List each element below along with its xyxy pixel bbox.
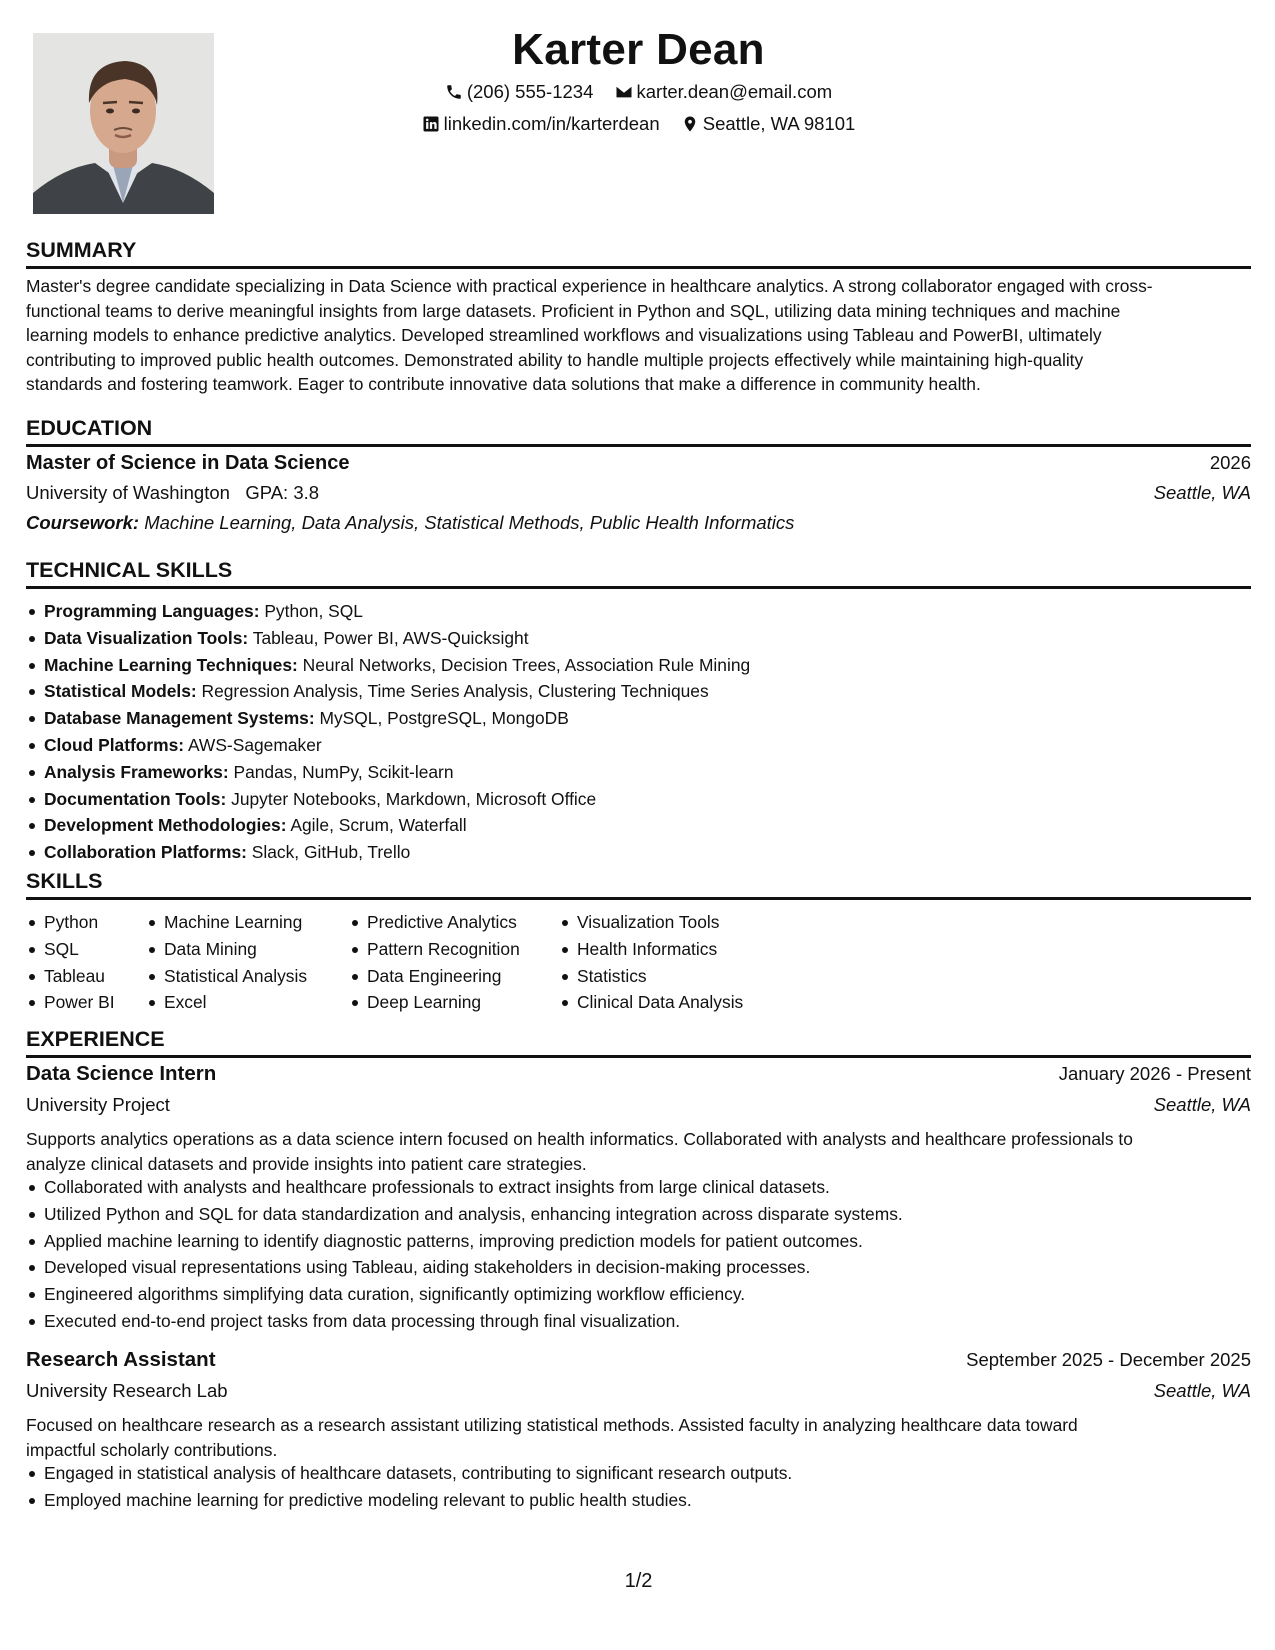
- job-header-row: [26, 1348, 1251, 1372]
- graduation-year: 2026: [1209, 452, 1251, 473]
- skill-category: Cloud Platforms:: [44, 734, 185, 755]
- skill-category: Statistical Models:: [44, 681, 197, 702]
- job-description: [26, 1413, 1251, 1462]
- list-item: [26, 705, 1251, 732]
- school-info: [26, 482, 319, 504]
- skills-column: [26, 909, 146, 1016]
- job-location: Seattle, WA: [1153, 1380, 1251, 1401]
- skill-values: Regression Analysis, Time Series Analysis, Clustering Techniques: [201, 681, 709, 702]
- technical-skills-heading: TECHNICAL SKILLS: [26, 556, 1251, 589]
- skill-category: Machine Learning Techniques:: [44, 654, 298, 675]
- list-item: Excel: [146, 989, 349, 1016]
- description-line: impactful scholarly contributions.: [26, 1439, 278, 1460]
- list-item: Executed end-to-end project tasks from data processing through final visualization.: [26, 1308, 1251, 1335]
- list-item: Predictive Analytics: [349, 909, 559, 936]
- list-item: Engaged in statistical analysis of healthcare datasets, contributing to significant research outputs.: [26, 1460, 1251, 1487]
- list-item: Developed visual representations using Tableau, aiding stakeholders in decision-making processes.: [26, 1254, 1251, 1281]
- list-item: Employed machine learning for predictive modeling relevant to public health studies.: [26, 1487, 1251, 1514]
- linkedin-contact: [422, 112, 660, 136]
- experience-heading: EXPERIENCE: [26, 1025, 1251, 1058]
- list-item: [26, 839, 1251, 866]
- skill-values: Jupyter Notebooks, Markdown, Microsoft Office: [231, 788, 597, 809]
- phone-icon: [445, 83, 463, 101]
- skill-values: Neural Networks, Decision Trees, Association Rule Mining: [302, 654, 751, 675]
- skills-column: [559, 909, 779, 1016]
- description-line: analyze clinical datasets and provide insights into patient care strategies.: [26, 1153, 587, 1174]
- education-school-row: [26, 482, 1251, 504]
- school-location: Seattle, WA: [1153, 482, 1251, 503]
- candidate-name: Karter Dean: [512, 25, 765, 74]
- coursework-row: [26, 512, 1251, 534]
- envelope-icon: [615, 83, 633, 101]
- job-organization: University Project: [26, 1094, 170, 1115]
- job-organization: University Research Lab: [26, 1380, 228, 1401]
- skill-values: MySQL, PostgreSQL, MongoDB: [319, 708, 569, 729]
- description-line: Supports analytics operations as a data science intern focused on health informatics. Collaborated with analysts and healthcare professionals to: [26, 1129, 1133, 1149]
- email-contact: [615, 80, 833, 104]
- job-bullets: [26, 1174, 1251, 1335]
- list-item: Clinical Data Analysis: [559, 989, 779, 1016]
- skills-column: [349, 909, 559, 1016]
- skill-category: Collaboration Platforms:: [44, 842, 247, 863]
- skill-category: Database Management Systems:: [44, 708, 315, 729]
- skills-heading: SKILLS: [26, 867, 1251, 900]
- skill-values: Slack, GitHub, Trello: [251, 842, 411, 863]
- location-text: Seattle, WA 98101: [702, 113, 856, 134]
- summary-text: [26, 274, 1251, 397]
- linkedin-icon: [422, 115, 440, 133]
- skill-category: Development Methodologies:: [44, 815, 287, 836]
- education-degree-row: [26, 452, 1251, 475]
- coursework-list: Machine Learning, Data Analysis, Statistical Methods, Public Health Informatics: [144, 512, 795, 533]
- map-pin-icon: [681, 115, 699, 133]
- list-item: Collaborated with analysts and healthcare professionals to extract insights from large clinical datasets.: [26, 1174, 1251, 1201]
- list-item: Engineered algorithms simplifying data curation, significantly optimizing workflow efficiency.: [26, 1281, 1251, 1308]
- list-item: Deep Learning: [349, 989, 559, 1016]
- skills-column: [146, 909, 349, 1016]
- summary-line: functional teams to derive meaningful insights from large datasets. Proficient in Python and SQL, utilizing data mining techniques and machine: [26, 300, 1121, 321]
- list-item: Statistics: [559, 963, 779, 990]
- page-number: 1/2: [624, 1570, 653, 1592]
- list-item: SQL: [26, 936, 146, 963]
- job-dates: January 2026 - Present: [1058, 1063, 1251, 1084]
- list-item: Data Mining: [146, 936, 349, 963]
- list-item: Machine Learning: [146, 909, 349, 936]
- degree-title: Master of Science in Data Science: [26, 452, 350, 474]
- job-description: [26, 1127, 1251, 1176]
- location-contact: [681, 112, 856, 136]
- summary-heading: SUMMARY: [26, 236, 1251, 269]
- description-line: Focused on healthcare research as a research assistant utilizing statistical methods. Assisted faculty in analyzing healthcare data toward: [26, 1415, 1078, 1435]
- list-item: [26, 652, 1251, 679]
- summary-line: learning models to enhance predictive analytics. Developed streamlined workflows and visualizations using Tableau and PowerBI, ultimately: [26, 325, 1102, 346]
- job-header-row: [26, 1062, 1251, 1086]
- list-item: Statistical Analysis: [146, 963, 349, 990]
- list-item: [26, 625, 1251, 652]
- job-org-row: [26, 1380, 1251, 1402]
- skill-category: Programming Languages:: [44, 601, 260, 621]
- skill-values: Python, SQL: [264, 601, 363, 621]
- summary-line: standards and fostering teamwork. Eager to contribute innovative data solutions that make a difference in community health.: [26, 374, 981, 395]
- list-item: [26, 732, 1251, 759]
- list-item: [26, 598, 1251, 625]
- list-item: Tableau: [26, 963, 146, 990]
- resume-page: [26, 0, 1251, 1650]
- skill-values: Pandas, NumPy, Scikit-learn: [233, 761, 454, 782]
- job-location: Seattle, WA: [1153, 1094, 1251, 1115]
- skill-category: Data Visualization Tools:: [44, 627, 249, 648]
- technical-skills-list: [26, 598, 1251, 866]
- job-role: Research Assistant: [26, 1348, 216, 1371]
- skill-values: Tableau, Power BI, AWS-Quicksight: [252, 627, 529, 648]
- skill-category: Analysis Frameworks:: [44, 761, 229, 782]
- list-item: Pattern Recognition: [349, 936, 559, 963]
- list-item: [26, 812, 1251, 839]
- job-role: Data Science Intern: [26, 1062, 217, 1085]
- school-name: University of Washington: [26, 482, 230, 503]
- list-item: Visualization Tools: [559, 909, 779, 936]
- contact-row-secondary: [26, 112, 1251, 139]
- job-bullets: [26, 1460, 1251, 1514]
- linkedin-url[interactable]: linkedin.com/in/karterdean: [443, 113, 660, 134]
- coursework-label: Coursework:: [26, 512, 140, 533]
- skill-category: Documentation Tools:: [44, 788, 227, 809]
- list-item: Data Engineering: [349, 963, 559, 990]
- list-item: Power BI: [26, 989, 146, 1016]
- list-item: [26, 786, 1251, 813]
- job-dates: September 2025 - December 2025: [966, 1349, 1251, 1370]
- skill-values: Agile, Scrum, Waterfall: [290, 815, 467, 836]
- phone-number: (206) 555-1234: [466, 81, 594, 102]
- skills-grid: [26, 909, 779, 1016]
- job-org-row: [26, 1094, 1251, 1116]
- list-item: [26, 678, 1251, 705]
- list-item: Python: [26, 909, 146, 936]
- gpa: GPA: 3.8: [245, 482, 320, 503]
- email-address[interactable]: karter.dean@email.com: [636, 81, 833, 102]
- list-item: Applied machine learning to identify diagnostic patterns, improving prediction models for patient outcomes.: [26, 1228, 1251, 1255]
- education-heading: EDUCATION: [26, 414, 1251, 447]
- skill-values: AWS-Sagemaker: [187, 734, 322, 755]
- contact-row-primary: [26, 80, 1251, 107]
- coursework-text: [26, 512, 794, 534]
- list-item: Health Informatics: [559, 936, 779, 963]
- phone-contact: [445, 80, 594, 104]
- list-item: Utilized Python and SQL for data standardization and analysis, enhancing integration across disparate systems.: [26, 1201, 1251, 1228]
- list-item: [26, 759, 1251, 786]
- summary-line: contributing to improved public health outcomes. Demonstrated ability to handle multiple projects effectively while maintaining high-quality: [26, 349, 1084, 370]
- summary-line: Master's degree candidate specializing in Data Science with practical experience in healthcare analytics. A strong collaborator engaged with cross-: [26, 276, 1153, 296]
